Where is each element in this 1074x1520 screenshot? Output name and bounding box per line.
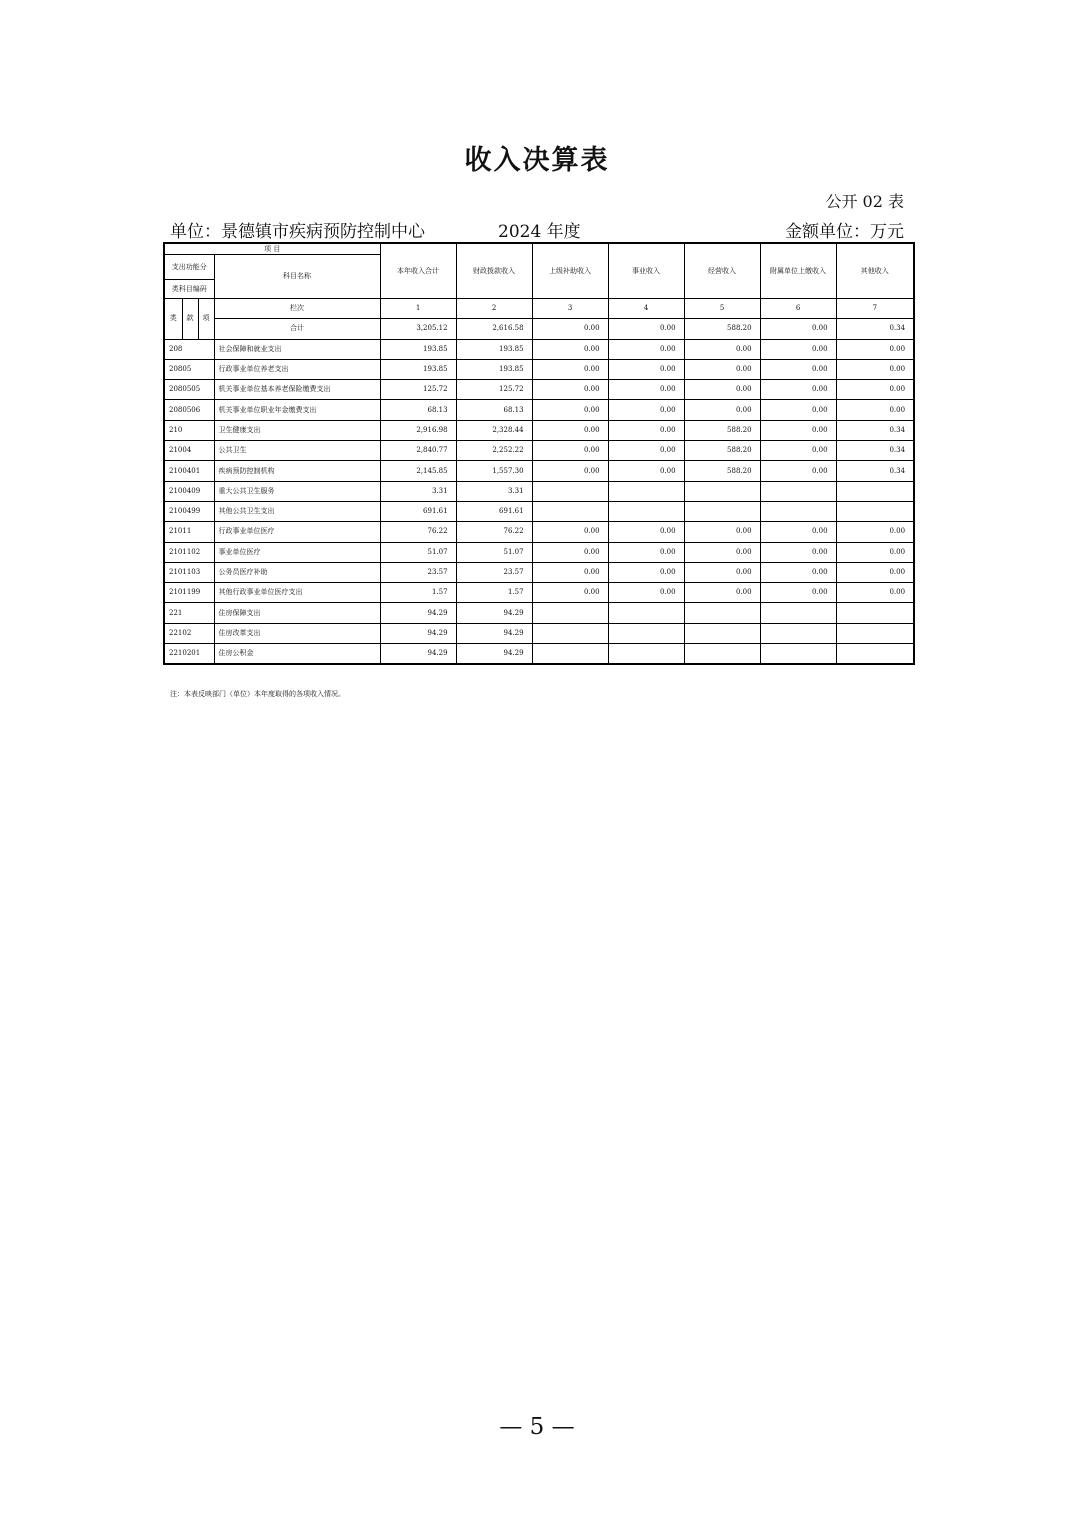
amount-cell <box>532 603 608 623</box>
amount-cell <box>684 501 760 521</box>
amount-cell: 691.61 <box>456 501 532 521</box>
subject-name: 行政事业单位养老支出 <box>214 359 380 379</box>
amount-cell: 0.00 <box>532 441 608 461</box>
amount-cell <box>684 644 760 665</box>
amount-cell: 0.00 <box>684 339 760 359</box>
amount-cell <box>532 623 608 643</box>
amount-cell: 3.31 <box>456 481 532 501</box>
amount-cell: 0.34 <box>836 441 914 461</box>
amount-cell: 0.00 <box>836 522 914 542</box>
amount-cell: 0.00 <box>608 339 684 359</box>
total-value: 0.00 <box>532 319 608 339</box>
amount-cell <box>608 501 684 521</box>
subject-name: 重大公共卫生服务 <box>214 481 380 501</box>
amount-cell <box>608 644 684 665</box>
total-value: 0.00 <box>760 319 836 339</box>
table-row <box>164 481 914 501</box>
amount-cell: 0.34 <box>836 461 914 481</box>
amount-cell: 23.57 <box>456 562 532 582</box>
subject-name: 住房保障支出 <box>214 603 380 623</box>
amount-cell: 125.72 <box>456 380 532 400</box>
amount-cell: 0.00 <box>760 359 836 379</box>
amount-cell <box>684 603 760 623</box>
col-header-operating: 经营收入 <box>684 243 760 299</box>
table-row <box>164 644 914 665</box>
amount-cell: 51.07 <box>456 542 532 562</box>
table-row <box>164 603 914 623</box>
amount-cell: 0.00 <box>608 380 684 400</box>
amount-cell: 23.57 <box>380 562 456 582</box>
amount-cell: 0.00 <box>836 542 914 562</box>
amount-cell <box>836 623 914 643</box>
amount-unit: 金额单位：万元 <box>785 222 904 242</box>
subject-code: 2080506 <box>164 400 214 420</box>
table-row <box>164 339 914 359</box>
amount-cell <box>760 603 836 623</box>
table-row <box>164 542 914 562</box>
xiang-header: 项 <box>198 299 214 340</box>
amount-cell <box>608 481 684 501</box>
subject-code: 2101199 <box>164 583 214 603</box>
project-header: 项 目 <box>164 243 380 255</box>
total-value: 2,616.58 <box>456 319 532 339</box>
amount-cell: 0.00 <box>684 400 760 420</box>
subject-code: 208 <box>164 339 214 359</box>
table-row <box>164 420 914 440</box>
amount-cell: 0.00 <box>532 562 608 582</box>
col-header-fiscal: 财政拨款收入 <box>456 243 532 299</box>
table-row <box>164 441 914 461</box>
amount-cell: 0.00 <box>760 583 836 603</box>
amount-cell: 0.00 <box>608 562 684 582</box>
col-number: 3 <box>532 299 608 319</box>
table-row <box>164 583 914 603</box>
amount-cell: 0.00 <box>608 583 684 603</box>
col-header-total: 本年收入合计 <box>380 243 456 299</box>
amount-cell: 0.00 <box>836 583 914 603</box>
func-class-line1: 支出功能分 <box>171 262 207 271</box>
page-title: 收入决算表 <box>464 145 610 176</box>
subject-code: 20805 <box>164 359 214 379</box>
amount-cell: 588.20 <box>684 441 760 461</box>
amount-cell: 0.00 <box>760 441 836 461</box>
subject-name-header: 科目名称 <box>214 255 380 299</box>
amount-cell: 0.00 <box>532 339 608 359</box>
subject-code: 2210201 <box>164 644 214 665</box>
amount-cell: 94.29 <box>380 603 456 623</box>
amount-cell: 94.29 <box>380 623 456 643</box>
amount-cell <box>532 501 608 521</box>
col-number: 2 <box>456 299 532 319</box>
amount-cell <box>836 603 914 623</box>
amount-cell: 0.00 <box>760 339 836 359</box>
table-row <box>164 522 914 542</box>
col-header-business: 事业收入 <box>608 243 684 299</box>
amount-cell: 0.00 <box>836 359 914 379</box>
amount-cell: 0.00 <box>608 461 684 481</box>
subject-name: 社会保障和就业支出 <box>214 339 380 359</box>
amount-cell: 193.85 <box>380 339 456 359</box>
subject-code: 21011 <box>164 522 214 542</box>
amount-cell: 0.00 <box>608 542 684 562</box>
amount-cell: 0.00 <box>608 441 684 461</box>
amount-cell: 0.00 <box>836 400 914 420</box>
amount-cell: 0.00 <box>608 359 684 379</box>
subject-name: 事业单位医疗 <box>214 542 380 562</box>
table-body <box>164 339 914 664</box>
total-label: 合计 <box>214 319 380 339</box>
kuan-header: 款 <box>182 299 198 340</box>
amount-cell: 94.29 <box>456 603 532 623</box>
amount-cell: 0.00 <box>532 522 608 542</box>
amount-cell: 3.31 <box>380 481 456 501</box>
func-class-header <box>164 255 214 280</box>
subject-code: 22102 <box>164 623 214 643</box>
amount-cell <box>532 644 608 665</box>
subject-name: 其他公共卫生支出 <box>214 501 380 521</box>
amount-cell: 193.85 <box>456 339 532 359</box>
col-number: 6 <box>760 299 836 319</box>
income-statement-table <box>163 242 915 665</box>
amount-cell: 0.00 <box>608 522 684 542</box>
amount-cell: 0.00 <box>684 583 760 603</box>
table-row <box>164 359 914 379</box>
total-value: 588.20 <box>684 319 760 339</box>
amount-cell <box>608 603 684 623</box>
table-row <box>164 461 914 481</box>
subject-name: 行政事业单位医疗 <box>214 522 380 542</box>
amount-cell: 0.00 <box>760 380 836 400</box>
subject-name: 住房公积金 <box>214 644 380 665</box>
subject-name: 住房改革支出 <box>214 623 380 643</box>
amount-cell: 125.72 <box>380 380 456 400</box>
col-number: 7 <box>836 299 914 319</box>
amount-cell: 0.00 <box>836 562 914 582</box>
col-number: 4 <box>608 299 684 319</box>
amount-cell: 0.00 <box>760 562 836 582</box>
subject-code: 2100499 <box>164 501 214 521</box>
amount-cell: 51.07 <box>380 542 456 562</box>
subject-code: 210 <box>164 420 214 440</box>
amount-cell: 2,145.85 <box>380 461 456 481</box>
subject-code: 21004 <box>164 441 214 461</box>
table-row <box>164 623 914 643</box>
subject-code: 221 <box>164 603 214 623</box>
amount-cell: 0.00 <box>532 380 608 400</box>
total-value: 0.00 <box>608 319 684 339</box>
amount-cell: 94.29 <box>456 644 532 665</box>
amount-cell: 0.00 <box>760 461 836 481</box>
amount-cell: 0.00 <box>684 359 760 379</box>
amount-cell <box>608 623 684 643</box>
col-label: 栏次 <box>214 299 380 319</box>
subject-name: 公务员医疗补助 <box>214 562 380 582</box>
table-row <box>164 501 914 521</box>
total-value: 3,205.12 <box>380 319 456 339</box>
amount-cell: 0.00 <box>760 542 836 562</box>
amount-cell: 76.22 <box>380 522 456 542</box>
col-header-superior-subsidy: 上级补助收入 <box>532 243 608 299</box>
amount-cell: 0.00 <box>532 542 608 562</box>
report-year: 2024 年度 <box>498 222 581 242</box>
subject-code: 2080505 <box>164 380 214 400</box>
amount-cell: 2,328.44 <box>456 420 532 440</box>
total-value: 0.34 <box>836 319 914 339</box>
amount-cell <box>760 481 836 501</box>
amount-cell: 0.00 <box>532 400 608 420</box>
amount-cell: 0.00 <box>532 461 608 481</box>
subject-name: 疾病预防控制机构 <box>214 461 380 481</box>
amount-cell: 691.61 <box>380 501 456 521</box>
subject-code: 2100409 <box>164 481 214 501</box>
amount-cell: 193.85 <box>456 359 532 379</box>
amount-cell: 68.13 <box>456 400 532 420</box>
subject-name: 其他行政事业单位医疗支出 <box>214 583 380 603</box>
col-number: 1 <box>380 299 456 319</box>
table-row <box>164 400 914 420</box>
amount-cell: 0.00 <box>684 522 760 542</box>
amount-cell: 0.00 <box>836 339 914 359</box>
amount-cell <box>836 501 914 521</box>
amount-cell: 0.00 <box>760 522 836 542</box>
amount-cell: 193.85 <box>380 359 456 379</box>
subject-code: 2101102 <box>164 542 214 562</box>
subject-code: 2100401 <box>164 461 214 481</box>
amount-cell <box>684 623 760 643</box>
amount-cell: 94.29 <box>456 623 532 643</box>
amount-cell <box>532 481 608 501</box>
col-number: 5 <box>684 299 760 319</box>
amount-cell: 1.57 <box>380 583 456 603</box>
table-row <box>164 380 914 400</box>
amount-cell: 1,557.30 <box>456 461 532 481</box>
form-code: 公开 02 表 <box>825 192 904 211</box>
amount-cell <box>684 481 760 501</box>
amount-cell: 2,840.77 <box>380 441 456 461</box>
table-note: 注：本表反映部门（单位）本年度取得的各项收入情况。 <box>170 690 345 698</box>
subject-code: 2101103 <box>164 562 214 582</box>
amount-cell: 0.00 <box>532 583 608 603</box>
subject-name: 公共卫生 <box>214 441 380 461</box>
page-number: — 5 — <box>499 1414 575 1440</box>
reporting-unit: 单位：景德镇市疾病预防控制中心 <box>170 222 425 242</box>
amount-cell: 0.00 <box>684 380 760 400</box>
amount-cell: 0.00 <box>608 400 684 420</box>
amount-cell: 0.00 <box>760 420 836 440</box>
amount-cell: 588.20 <box>684 420 760 440</box>
subject-name: 卫生健康支出 <box>214 420 380 440</box>
amount-cell: 68.13 <box>380 400 456 420</box>
subject-name: 机关事业单位职业年金缴费支出 <box>214 400 380 420</box>
amount-cell: 2,252.22 <box>456 441 532 461</box>
func-class-header-line2: 类科目编码 <box>164 280 214 299</box>
amount-cell: 0.00 <box>684 562 760 582</box>
amount-cell: 0.00 <box>836 380 914 400</box>
amount-cell <box>760 644 836 665</box>
amount-cell <box>836 644 914 665</box>
amount-cell <box>836 481 914 501</box>
amount-cell: 76.22 <box>456 522 532 542</box>
amount-cell <box>760 501 836 521</box>
col-header-other: 其他收入 <box>836 243 914 299</box>
amount-cell: 0.00 <box>608 420 684 440</box>
amount-cell: 2,916.98 <box>380 420 456 440</box>
col-header-affiliated: 附属单位上缴收入 <box>760 243 836 299</box>
amount-cell: 1.57 <box>456 583 532 603</box>
amount-cell: 0.00 <box>760 400 836 420</box>
amount-cell <box>760 623 836 643</box>
amount-cell: 0.00 <box>684 542 760 562</box>
lei-header: 类 <box>164 299 182 340</box>
amount-cell: 0.00 <box>532 420 608 440</box>
amount-cell: 588.20 <box>684 461 760 481</box>
amount-cell: 0.00 <box>532 359 608 379</box>
subject-name: 机关事业单位基本养老保险缴费支出 <box>214 380 380 400</box>
amount-cell: 94.29 <box>380 644 456 665</box>
amount-cell: 0.34 <box>836 420 914 440</box>
table-row <box>164 562 914 582</box>
